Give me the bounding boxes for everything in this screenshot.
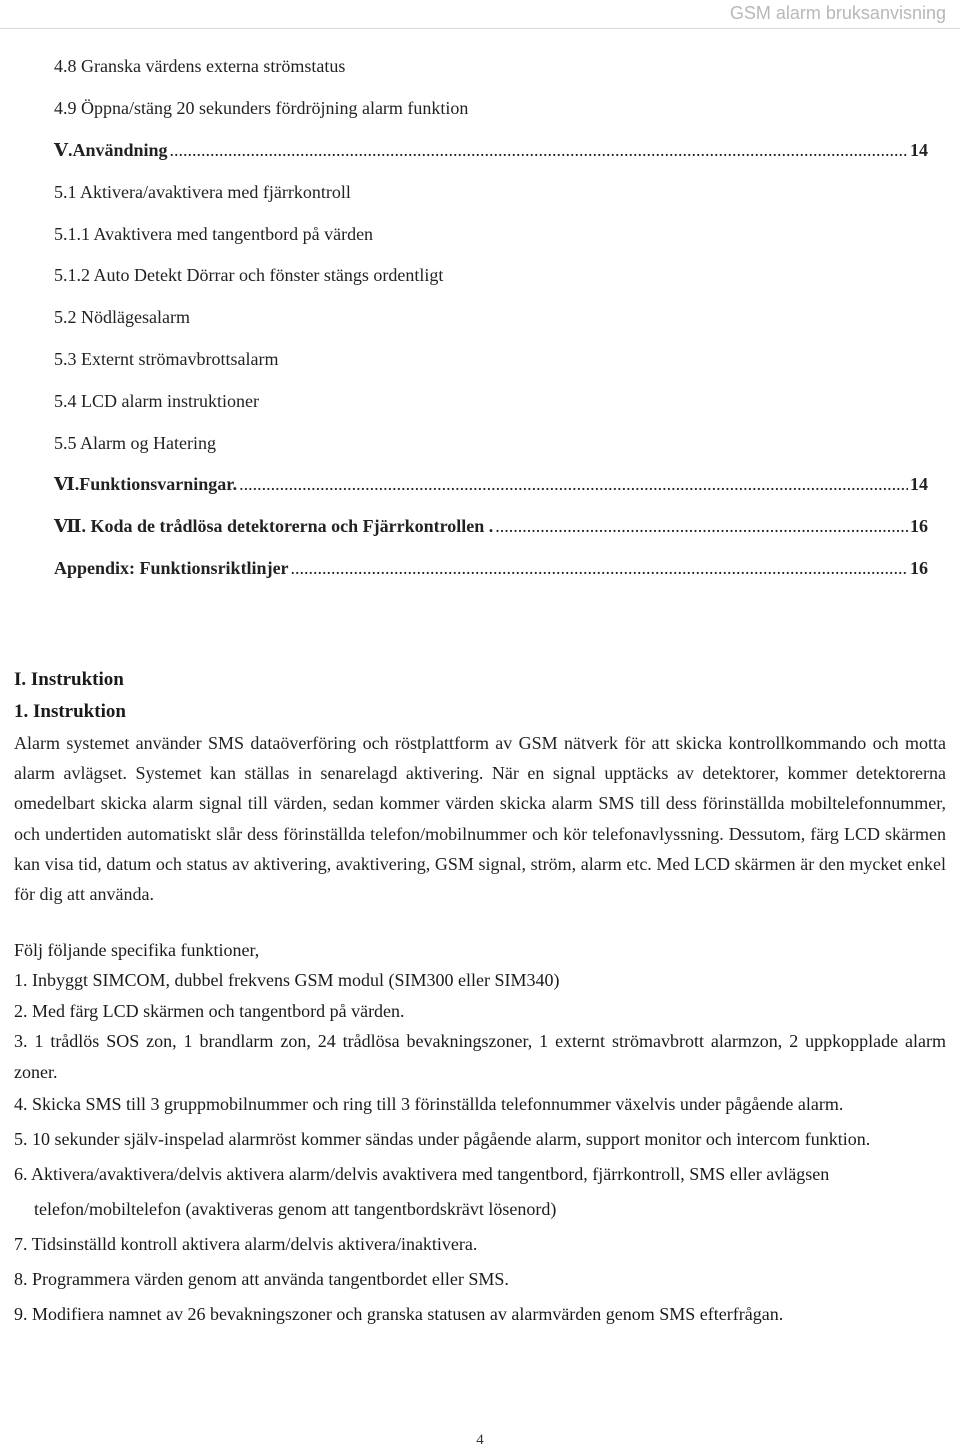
page-header [0, 0, 960, 29]
toc-leader [239, 474, 908, 495]
toc-entry[interactable] [54, 171, 928, 213]
toc-entry-page: 14 [910, 139, 928, 160]
toc-entry[interactable] [54, 297, 928, 339]
list-item: 3. 1 trådlös SOS zon, 1 brandlarm zon, 24 trådlösa bevakningszoner, 1 externt strömavbrott alarmzon, 2 uppkopplade alarm zoner. [14, 1031, 946, 1082]
toc-entry[interactable] [54, 339, 928, 381]
list-item: 6. Aktivera/avaktivera/delvis aktivera alarm/delvis avaktivera med tangentbord, fjärrkontroll, SMS eller avlägsen telefon/mobiltelefon (avaktiveras genom att tangentbordskrävt lösenord) [14, 1164, 830, 1220]
section-heading: I. Instruktion [14, 669, 124, 690]
toc-entry[interactable] [54, 464, 928, 506]
features-intro: Följ följande specifika funktioner, [14, 940, 260, 961]
toc-leader [495, 516, 908, 537]
table-of-contents [54, 46, 928, 589]
toc-leader [170, 140, 908, 161]
toc-entry[interactable] [54, 255, 928, 297]
toc-entry-title: 5.4 LCD alarm instruktioner [54, 390, 259, 411]
toc-entry-title: Ⅴ.Användning [54, 139, 168, 160]
toc-entry-title: 5.1.1 Avaktivera med tangentbord på värden [54, 223, 374, 244]
subsection-heading: 1. Instruktion [14, 701, 126, 722]
toc-entry[interactable] [54, 548, 928, 590]
toc-entry-page: 16 [910, 516, 928, 537]
toc-entry[interactable] [54, 213, 928, 255]
toc-entry[interactable] [54, 422, 928, 464]
toc-entry[interactable] [54, 506, 928, 548]
toc-entry[interactable] [54, 46, 928, 88]
intro-paragraph: Alarm systemet använder SMS dataöverföring och röstplattform av GSM nätverk för att skicka kontrollkommando och motta alarm avlägset. Systemet kan ställas in senarelagd aktivering. När en signal upptäcks av detektorer, kommer detektorerna omedelbart skicka alarm signal till värden, sedan kommer värden skicka alarm SMS till dess förinställda mobiltelefonnummer, och undertiden automatiskt slår dess förinställda telefon/mobilnummer och kör telefonavlyssning. Dessutom, färg LCD skärmen kan visa tid, datum och status av aktivering, avaktivering, GSM signal, ström, alarm etc. Med LCD skärmen är den mycket enkel för dig att använda. [14, 733, 946, 905]
toc-entry-title: 5.3 Externt strömavbrottsalarm [54, 348, 279, 369]
toc-entry-page: 16 [910, 557, 928, 578]
toc-entry[interactable] [54, 380, 928, 422]
toc-entry-title: 5.2 Nödlägesalarm [54, 307, 190, 328]
toc-entry-title: 5.5 Alarm og Hatering [54, 432, 216, 453]
list-item: 4. Skicka SMS till 3 gruppmobilnummer och ring till 3 förinställda telefonnummer växelvis under pågående alarm. [14, 1094, 844, 1115]
instruction-section [14, 664, 946, 1332]
toc-entry[interactable] [54, 130, 928, 172]
toc-entry-title: 5.1 Aktivera/avaktivera med fjärrkontroll [54, 181, 351, 202]
list-item: 8. Programmera värden genom att använda tangentbordet eller SMS. [14, 1269, 509, 1290]
toc-leader [291, 558, 908, 579]
feature-list [14, 965, 946, 1332]
toc-entry-title: 4.8 Granska värdens externa strömstatus [54, 56, 346, 77]
toc-entry-page: 14 [910, 474, 928, 495]
toc-entry[interactable] [54, 88, 928, 130]
page-number: 4 [476, 1432, 484, 1448]
toc-entry-title: Appendix: Funktionsriktlinjer [54, 557, 289, 578]
list-item: 2. Med färg LCD skärmen och tangentbord på värden. [14, 1000, 405, 1021]
toc-entry-title: 4.9 Öppna/stäng 20 sekunders fördröjning alarm funktion [54, 98, 469, 119]
list-item: 7. Tidsinställd kontroll aktivera alarm/delvis aktivera/inaktivera. [14, 1234, 478, 1255]
toc-entry-title: Ⅵ.Funktionsvarningar. [54, 474, 238, 495]
list-item: 9. Modifiera namnet av 26 bevakningszoner och granska statusen av alarmvärden genom SMS efterfrågan. [14, 1304, 784, 1325]
list-item: 1. Inbyggt SIMCOM, dubbel frekvens GSM modul (SIM300 eller SIM340) [14, 970, 560, 991]
document-title: GSM alarm bruksanvisning [729, 3, 946, 23]
list-item: 5. 10 sekunder själv-inspelad alarmröst kommer sändas under pågående alarm, support monitor och intercom funktion. [14, 1129, 871, 1150]
toc-entry-title: 5.1.2 Auto Detekt Dörrar och fönster stängs ordentligt [54, 265, 444, 286]
toc-entry-title: Ⅶ. Koda de trådlösa detektorerna och Fjärrkontrollen . [54, 516, 494, 537]
